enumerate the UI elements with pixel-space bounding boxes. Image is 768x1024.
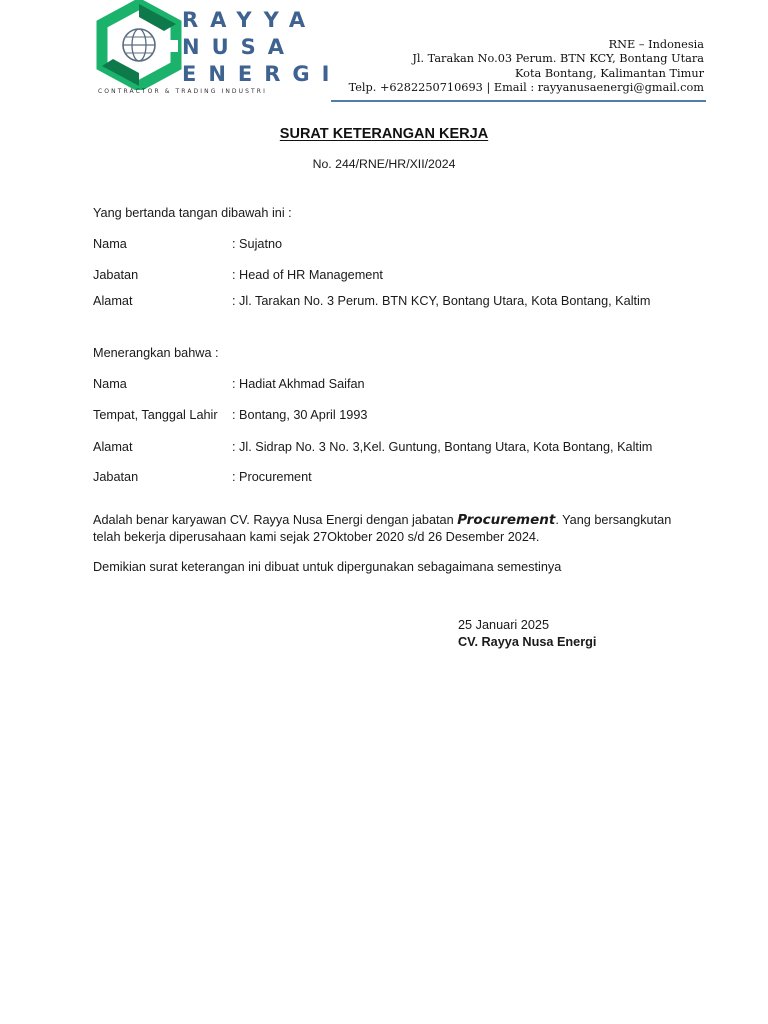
employee-birth-value: : Bontang, 30 April 1993	[232, 408, 368, 422]
signature-company: CV. Rayya Nusa Energi	[458, 635, 597, 649]
logo-text-line3: ENERGI	[182, 62, 342, 86]
document-number: No. 244/RNE/HR/XII/2024	[312, 157, 456, 171]
logo-text-line1: RAYYA	[182, 8, 318, 32]
statement-text-start: Adalah benar karyawan CV. Rayya Nusa Energi dengan jabatan	[93, 513, 458, 527]
signer-name-value: : Sujatno	[232, 237, 283, 251]
company-contact: Telp. +6282250710693 | Email : rayyanusaenergi@gmail.com	[348, 80, 704, 94]
employee-name-label: Nama	[93, 377, 127, 391]
company-address-block	[349, 38, 704, 95]
employment-statement	[93, 512, 673, 545]
statement-text-end: . Yang bersangkutan telah bekerja diperusahaan kami sejak 27Oktober 2020 s/d 26 Desember 2024.	[93, 513, 672, 544]
document-title: SURAT KETERANGAN KERJA	[279, 126, 489, 142]
signer-position-label: Jabatan	[93, 268, 139, 282]
signature-date: 25 Januari 2025	[458, 618, 549, 632]
signer-intro: Yang bertanda tangan dibawah ini :	[93, 206, 292, 220]
logo-text-line2: NUSA	[182, 35, 297, 59]
employee-address-value: : Jl. Sidrap No. 3 No. 3,Kel. Guntung, Bontang Utara, Kota Bontang, Kaltim	[232, 440, 653, 454]
company-city: Kota Bontang, Kalimantan Timur	[515, 66, 704, 80]
employee-birth-label: Tempat, Tanggal Lahir	[93, 408, 218, 422]
logo-tagline: CONTRACTOR & TRADING INDUSTRI	[98, 88, 267, 95]
employee-address-label: Alamat	[93, 440, 133, 454]
signer-position-value: : Head of HR Management	[232, 268, 383, 282]
company-street: Jl. Tarakan No.03 Perum. BTN KCY, Bontang Utara	[412, 52, 704, 66]
signer-address-label: Alamat	[93, 294, 133, 308]
hexagon-globe-icon	[94, 0, 184, 90]
header-divider	[331, 100, 706, 102]
employee-position-label: Jabatan	[93, 470, 139, 484]
employee-position-value: : Procurement	[232, 470, 312, 484]
company-country: RNE – Indonesia	[608, 38, 704, 51]
employee-name-value: : Hadiat Akhmad Saifan	[232, 377, 365, 391]
signer-address-value: : Jl. Tarakan No. 3 Perum. BTN KCY, Bontang Utara, Kota Bontang, Kaltim	[232, 294, 651, 308]
statement-position: Procurement	[457, 512, 556, 528]
employee-intro: Menerangkan bahwa :	[93, 346, 219, 360]
company-logo	[94, 0, 342, 100]
signer-name-label: Nama	[93, 237, 127, 251]
closing-statement: Demikian surat keterangan ini dibuat untuk dipergunakan sebagaimana semestinya	[93, 560, 562, 574]
